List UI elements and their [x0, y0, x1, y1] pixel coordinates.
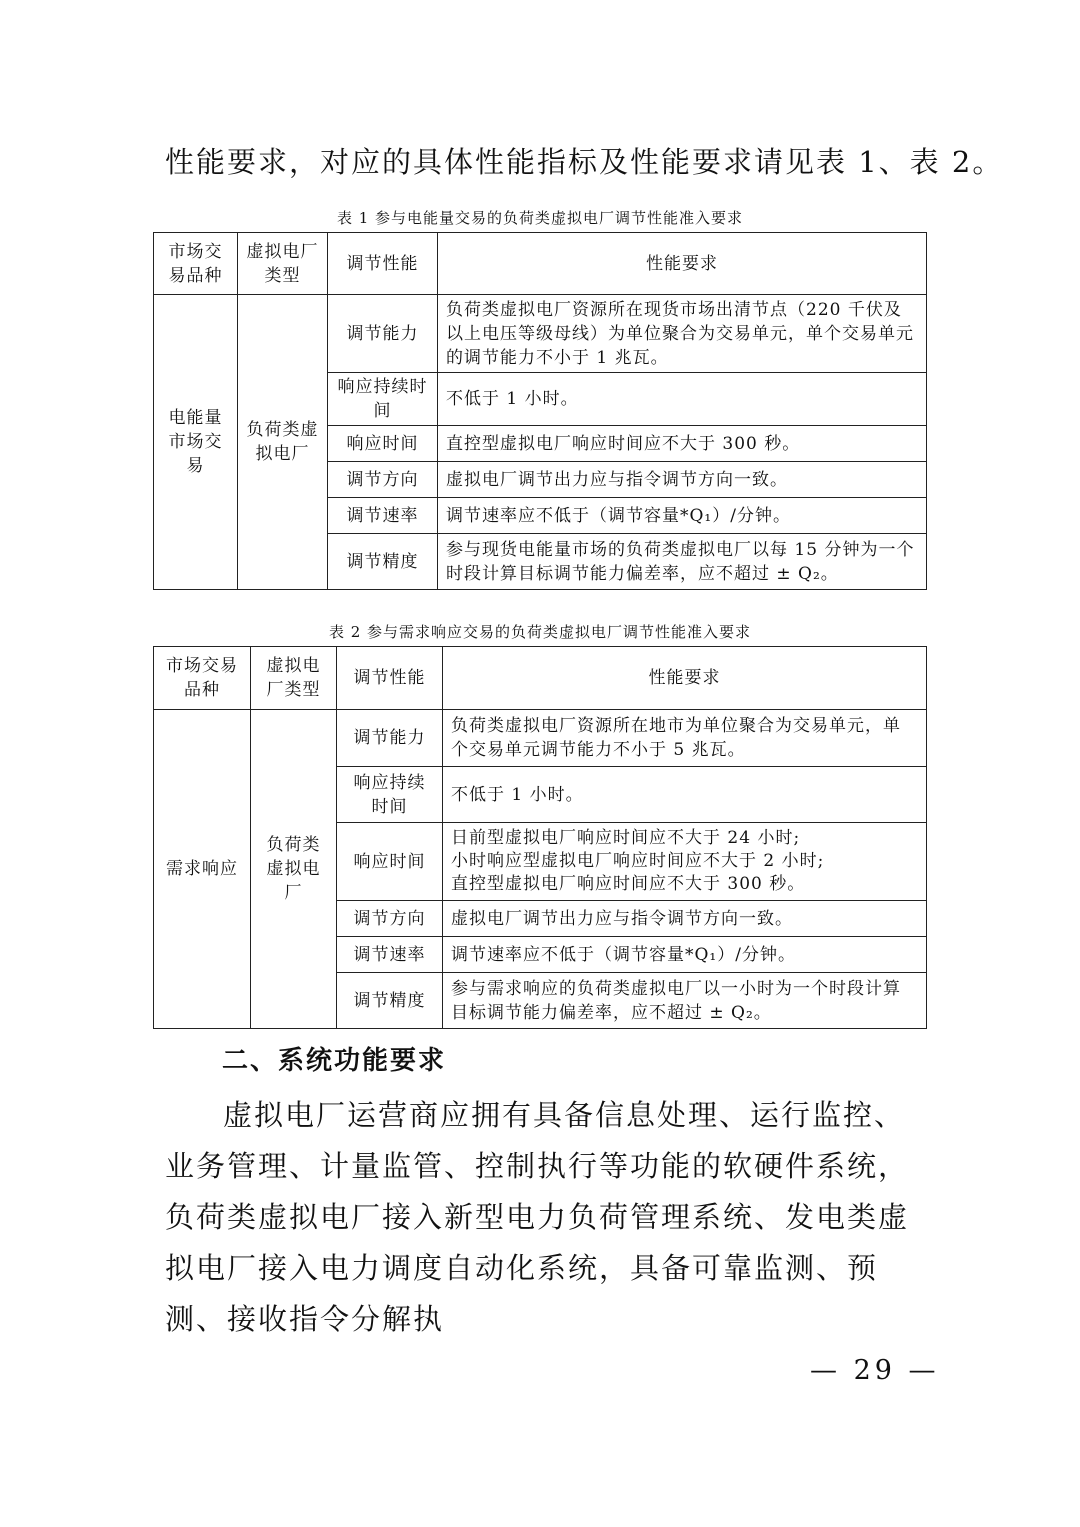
table1-market-cell: 电能量市场交易	[154, 295, 238, 590]
table1-item: 调节精度	[328, 534, 438, 590]
section-heading: 二、系统功能要求	[222, 1046, 447, 1076]
table2-item: 响应持续时间	[337, 767, 443, 823]
table2-header-item: 调节性能	[337, 647, 443, 710]
table1	[153, 232, 927, 590]
table1-item: 调节方向	[328, 462, 438, 498]
table1-type-cell: 负荷类虚拟电厂	[238, 295, 328, 590]
table2-item: 调节能力	[337, 710, 443, 767]
table1-header-market: 市场交易品种	[154, 233, 238, 295]
table2-item: 调节精度	[337, 973, 443, 1029]
table2-header-row	[154, 647, 927, 710]
table1-req: 直控型虚拟电厂响应时间应不大于 300 秒。	[438, 426, 927, 462]
table2-req: 参与需求响应的负荷类虚拟电厂以一小时为一个时段计算目标调节能力偏差率，应不超过 ± Q₂。	[443, 973, 927, 1029]
table1-caption: 表 1 参与电能量交易的负荷类虚拟电厂调节性能准入要求	[336, 209, 744, 227]
table2-item: 调节方向	[337, 901, 443, 937]
table1-req: 不低于 1 小时。	[438, 373, 927, 426]
table1-req: 参与现货电能量市场的负荷类虚拟电厂以每 15 分钟为一个时段计算目标调节能力偏差率，应不超过 ± Q₂。	[438, 534, 927, 590]
table1-item: 响应持续时间	[328, 373, 438, 426]
table1-item: 响应时间	[328, 426, 438, 462]
table2-req: 日前型虚拟电厂响应时间应不大于 24 小时; 小时响应型虚拟电厂响应时间应不大于 2 小时; 直控型虚拟电厂响应时间应不大于 300 秒。	[443, 823, 927, 901]
intro-text: 性能要求，对应的具体性能指标及性能要求请见表 1、表 2。	[165, 145, 1004, 179]
table2-req: 不低于 1 小时。	[443, 767, 927, 823]
table2-req: 负荷类虚拟电厂资源所在地市为单位聚合为交易单元，单个交易单元调节能力不小于 5 兆瓦。	[443, 710, 927, 767]
table2-header-req: 性能要求	[443, 647, 927, 710]
table1-header-item: 调节性能	[328, 233, 438, 295]
table1-item: 调节速率	[328, 498, 438, 534]
page-number: — 29 —	[810, 1355, 940, 1386]
table1-req: 调节速率应不低于（调节容量*Q₁）/分钟。	[438, 498, 927, 534]
table2-req: 调节速率应不低于（调节容量*Q₁）/分钟。	[443, 937, 927, 973]
table1-header-type: 虚拟电厂类型	[238, 233, 328, 295]
table2-caption: 表 2 参与需求响应交易的负荷类虚拟电厂调节性能准入要求	[328, 623, 752, 641]
body-paragraph	[165, 1090, 925, 1345]
table2-req: 虚拟电厂调节出力应与指令调节方向一致。	[443, 901, 927, 937]
table1-req: 负荷类虚拟电厂资源所在现货市场出清节点（220 千伏及以上电压等级母线）为单位聚合为交易单元，单个交易单元的调节能力不小于 1 兆瓦。	[438, 295, 927, 373]
table2	[153, 646, 927, 1029]
table2-item: 调节速率	[337, 937, 443, 973]
table2-market-cell: 需求响应	[154, 710, 251, 1029]
body-paragraph-text: 虚拟电厂运营商应拥有具备信息处理、运行监控、业务管理、计量监管、控制执行等功能的软硬件系统，负荷类虚拟电厂接入新型电力负荷管理系统、发电类虚拟电厂接入电力调度自动化系统，具备可靠监测、预测、接收指令分解执	[165, 1098, 910, 1336]
table1-req: 虚拟电厂调节出力应与指令调节方向一致。	[438, 462, 927, 498]
table2-header-market: 市场交易品种	[154, 647, 251, 710]
table-row	[154, 295, 927, 373]
table1-item: 调节能力	[328, 295, 438, 373]
table2-item: 响应时间	[337, 823, 443, 901]
table1-header-row	[154, 233, 927, 295]
table-row	[154, 710, 927, 767]
table1-header-req: 性能要求	[438, 233, 927, 295]
table2-header-type: 虚拟电厂类型	[251, 647, 337, 710]
table2-type-cell: 负荷类虚拟电厂	[251, 710, 337, 1029]
